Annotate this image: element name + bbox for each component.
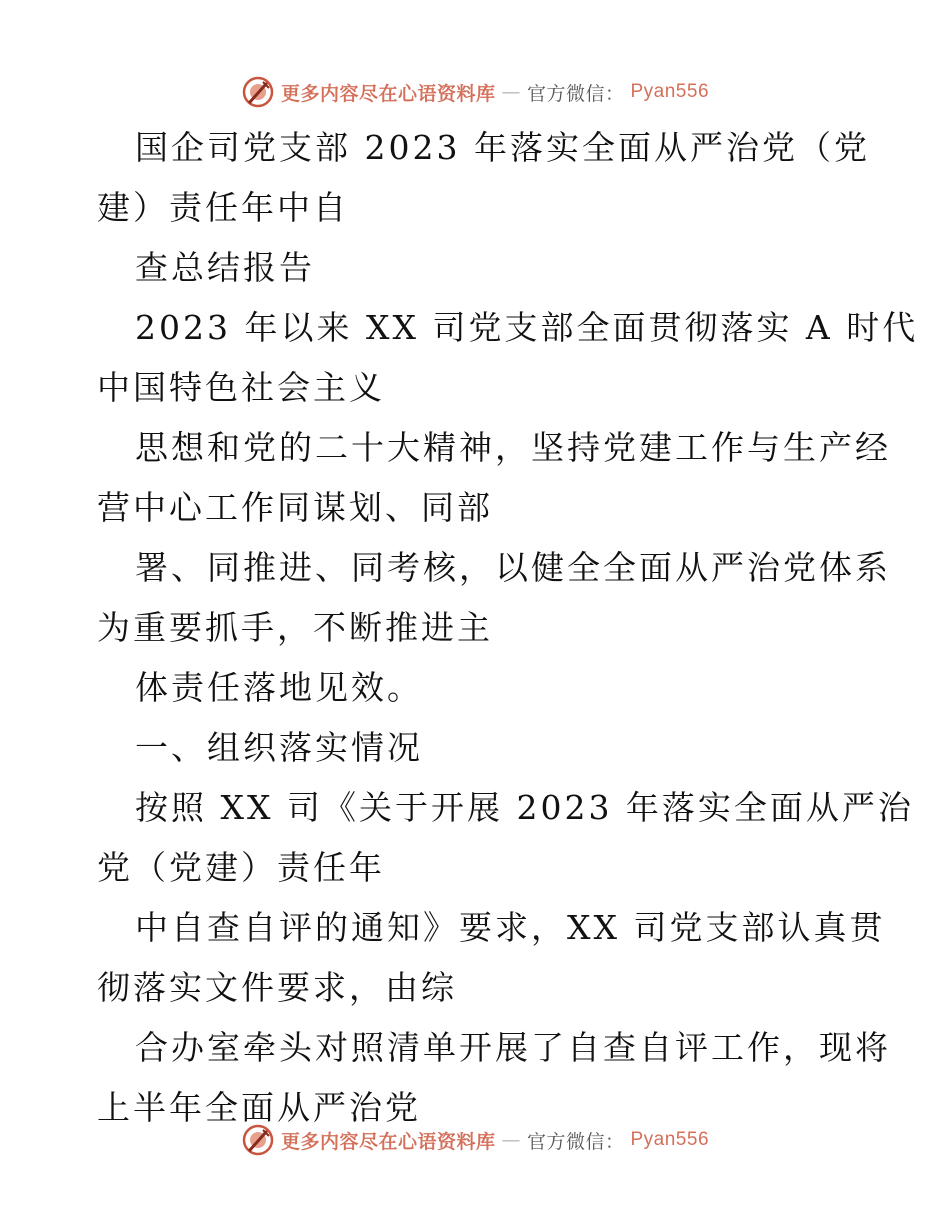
paragraph-line: 按照 XX 司《关于开展 2023 年落实全面从严治 (135, 788, 914, 827)
header-watermark (0, 72, 950, 112)
paragraph-line: 营中心工作同谋划、同部 (97, 488, 493, 527)
section-heading: 一、组织落实情况 (135, 728, 423, 767)
paragraph-line: 彻落实文件要求，由综 (97, 968, 457, 1007)
watermark-brand: 更多内容尽在心语资料库 (280, 82, 496, 105)
watermark-dash: — (501, 1129, 521, 1151)
paragraph-line: 党（党建）责任年 (97, 848, 385, 887)
paragraph-line: 中自查自评的通知》要求，XX 司党支部认真贯 (135, 908, 886, 947)
pen-seal-icon (241, 75, 275, 109)
pen-seal-icon (241, 1123, 275, 1157)
paragraph-line: 2023 年以来 XX 司党支部全面贯彻落实 A 时代 (135, 308, 919, 347)
watermark-contact-label: 官方微信： (526, 1130, 625, 1153)
paragraph-line: 为重要抓手，不断推进主 (97, 608, 493, 647)
paragraph-line: 体责任落地见效。 (135, 668, 423, 707)
watermark-brand: 更多内容尽在心语资料库 (280, 1130, 496, 1153)
watermark-handle: Pyan556 (630, 1129, 710, 1150)
watermark-contact-label: 官方微信： (526, 82, 625, 105)
footer-watermark (0, 1120, 950, 1160)
title-line-2: 建）责任年中自 (97, 188, 349, 227)
title-line-3: 查总结报告 (135, 248, 315, 287)
paragraph-line: 合办室牵头对照清单开展了自查自评工作，现将 (135, 1028, 891, 1067)
watermark-handle: Pyan556 (630, 81, 710, 102)
paragraph-line: 署、同推进、同考核，以健全全面从严治党体系 (135, 548, 891, 587)
title-line-1: 国企司党支部 2023 年落实全面从严治党（党 (135, 128, 870, 167)
watermark-dash: — (501, 81, 521, 103)
paragraph-line: 思想和党的二十大精神，坚持党建工作与生产经 (135, 428, 891, 467)
paragraph-line: 中国特色社会主义 (97, 368, 385, 407)
document-body (97, 118, 919, 1138)
paragraph-line: 上半年全面从严治党 (97, 1088, 421, 1127)
